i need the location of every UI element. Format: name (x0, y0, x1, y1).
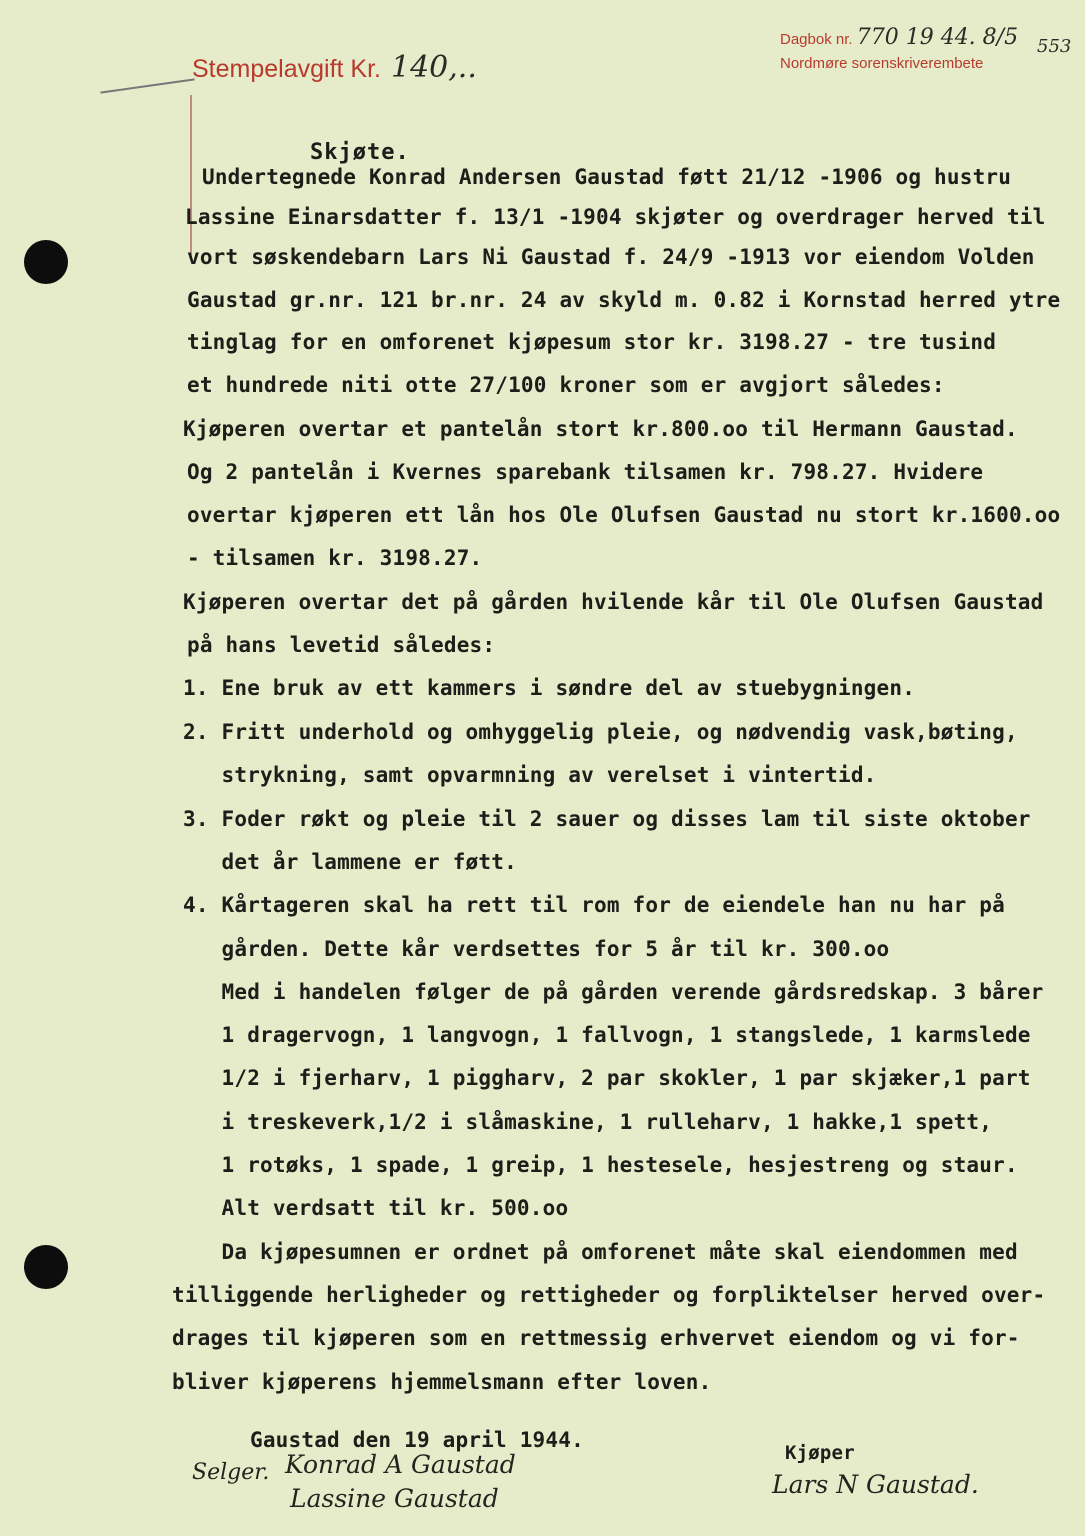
text-line: Kjøperen overtar det på gården hvilende kår til Ole Olufsen Gaustad (183, 590, 1044, 614)
text-line: 1 dragervogn, 1 langvogn, 1 fallvogn, 1 stangslede, 1 karmslede (183, 1023, 1031, 1047)
pencil-stroke (100, 78, 194, 93)
text-line: Med i handelen følger de på gården verende gårdsredskap. 3 bårer (183, 980, 1044, 1004)
text-line: bliver kjøperens hjemmelsmann efter loven. (172, 1370, 712, 1394)
text-line: overtar kjøperen ett lån hos Ole Olufsen Gaustad nu stort kr.1600.oo (187, 503, 1061, 527)
text-line: Kjøperen overtar et pantelån stort kr.800.oo til Hermann Gaustad. (183, 417, 1018, 441)
margin-line (190, 95, 192, 255)
text-line: et hundrede niti otte 27/100 kroner som er avgjort således: (187, 373, 945, 397)
buyer-signature: Lars N Gaustad. (772, 1470, 979, 1499)
date-line: Gaustad den 19 april 1944. (250, 1428, 584, 1452)
text-line: Lassine Einarsdatter f. 13/1 -1904 skjøter og overdrager herved til (185, 205, 1046, 229)
stamp-duty-amount: 140,.. (390, 50, 477, 85)
stamp-duty-label: Stempelavgift Kr. (192, 55, 381, 83)
text-line: Og 2 pantelån i Kvernes sparebank tilsamen kr. 798.27. Hvidere (187, 460, 984, 484)
seller-signature-1: Konrad A Gaustad (285, 1450, 516, 1479)
registry-stamp (780, 26, 1018, 76)
text-line: 2. Fritt underhold og omhyggelig pleie, og nødvendig vask,bøting, (183, 720, 1018, 744)
text-line: det år lammene er føtt. (183, 850, 517, 874)
text-line: - tilsamen kr. 3198.27. (187, 546, 483, 570)
text-line: 1. Ene bruk av ett kammers i søndre del av stuebygningen. (183, 676, 916, 700)
text-line: strykning, samt opvarmning av verelset i vintertid. (183, 763, 877, 787)
registry-office: Nordmøre sorenskriverembete (780, 55, 984, 72)
text-line: Undertegnede Konrad Andersen Gaustad føtt 21/12 -1906 og hustru (202, 165, 1012, 189)
text-line: Gaustad gr.nr. 121 br.nr. 24 av skyld m. 0.82 i Kornstad herred ytre (187, 288, 1061, 312)
text-line: drages til kjøperen som en rettmessig erhvervet eiendom og vi for- (172, 1326, 1020, 1350)
buyer-label: Kjøper (785, 1442, 855, 1464)
document-title: Skjøte. (310, 140, 410, 165)
text-line: vort søskendebarn Lars Ni Gaustad f. 24/9 -1913 vor eiendom Volden (187, 245, 1035, 269)
punch-hole-bottom (24, 1245, 68, 1289)
page-number: 553 (1037, 36, 1072, 57)
text-line: 4. Kårtageren skal ha rett til rom for de eiendele han nu har på (183, 893, 1005, 917)
text-line: gården. Dette kår verdsettes for 5 år til kr. 300.oo (183, 937, 890, 961)
journal-number: 770 19 44. 8/5 (856, 25, 1019, 50)
text-line: i treskeverk,1/2 i slåmaskine, 1 rulleharv, 1 hakke,1 spett, (183, 1110, 993, 1134)
stamp-duty (192, 50, 477, 85)
text-line: på hans levetid således: (187, 633, 496, 657)
text-line: 1/2 i fjerharv, 1 piggharv, 2 par skokler, 1 par skjæker,1 part (183, 1066, 1031, 1090)
text-line: 3. Foder røkt og pleie til 2 sauer og disses lam til siste oktober (183, 807, 1031, 831)
text-line: 1 rotøks, 1 spade, 1 greip, 1 hestesele, hesjestreng og staur. (183, 1153, 1018, 1177)
text-line: tilliggende herligheder og rettigheder og forpliktelser herved over- (172, 1283, 1046, 1307)
journal-label: Dagbok nr. (780, 31, 853, 48)
punch-hole-top (24, 240, 68, 284)
text-line: Da kjøpesumnen er ordnet på omforenet måte skal eiendommen med (183, 1240, 1018, 1264)
seller-label: Selger. (192, 1460, 270, 1485)
text-line: Alt verdsatt til kr. 500.oo (183, 1196, 569, 1220)
seller-signature-2: Lassine Gaustad (290, 1484, 499, 1513)
text-line: tinglag for en omforenet kjøpesum stor kr. 3198.27 - tre tusind (187, 330, 997, 354)
